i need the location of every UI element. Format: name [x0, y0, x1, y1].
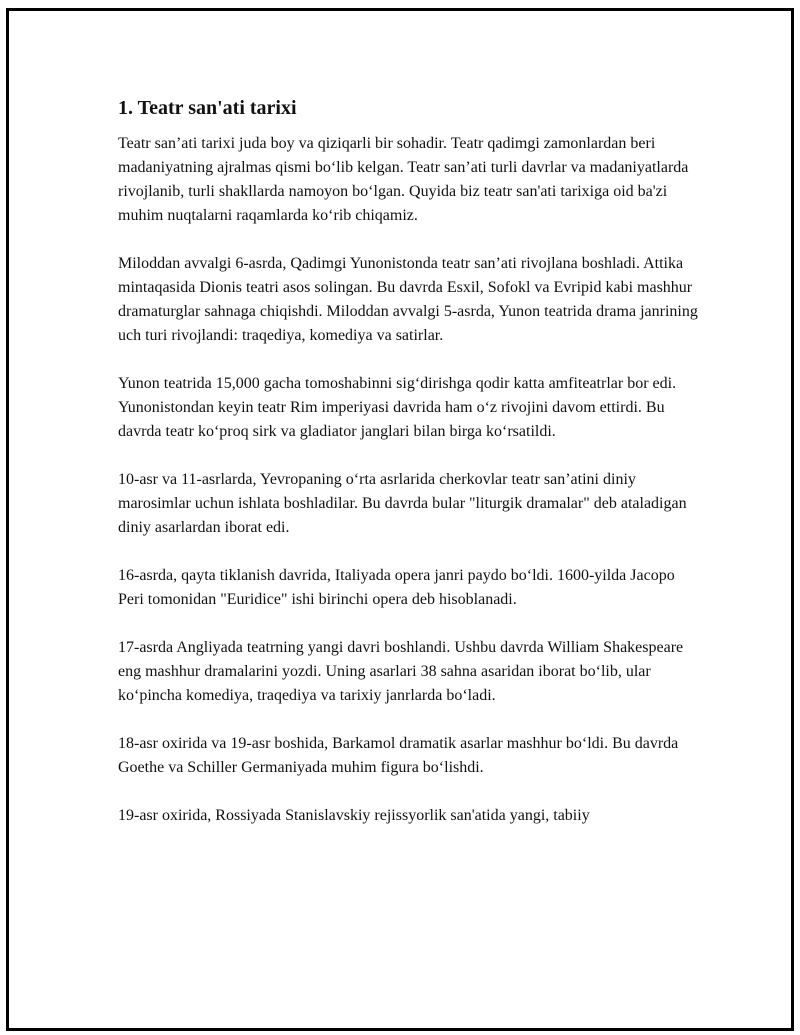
paragraph-shakespeare: 17-asrda Angliyada teatrning yangi davri boshlandi. Ushbu davrda William Shakespeare eng mashhur dramalarini yozdi. Uning asarlari 38 sahna asaridan iborat bo‘lib, ular ko‘pincha komediya, traqediya va tarixiy janrlarda bo‘ladi.: [118, 639, 684, 704]
paragraph-intro: Teatr san’ati tarixi juda boy va qiziqarli bir sohadir. Teatr qadimgi zamonlardan beri madaniyatning ajralmas qismi bo‘lib kelgan. Teatr san’ati turli davrlar va madaniyatlarda rivojlanib, turli shakllarda namoyon bo‘lgan. Quyida biz teatr san'ati tarixiga oid ba'zi muhim nuqtalarni raqamlarda ko‘rib chiqamiz.: [118, 135, 689, 224]
paragraph-stanislavsky: 19-asr oxirida, Rossiyada Stanislavskiy rejissyorlik san'atida yangi, tabiiy: [118, 807, 590, 824]
paragraph-renaissance-opera: 16-asrda, qayta tiklanish davrida, Italiyada opera janri paydo bo‘ldi. 1600-yilda Jacopo Peri tomonidan "Euridice" ishi birinchi opera deb hisoblanadi.: [118, 567, 675, 608]
paragraph-ancient-greece: Miloddan avvalgi 6-asrda, Qadimgi Yunonistonda teatr san’ati rivojlana boshladi. Attika mintaqasida Dionis teatri asos solingan. Bu davrda Esxil, Sofokl va Evripid kabi mashhur dramaturglar sahnaga chiqishdi. Miloddan avvalgi 5-asrda, Yunon teatrida drama janrining uch turi rivojlandi: traqediya, komediya va satirlar.: [118, 255, 698, 344]
document-body: [118, 96, 698, 852]
paragraph-medieval-church: 10-asr va 11-asrlarda, Yevropaning o‘rta asrlarida cherkovlar teatr san’atini diniy marosimlar uchun ishlata boshladilar. Bu davrda bular "liturgik dramalar" deb ataladigan diniy asarlardan iborat edi.: [118, 471, 687, 536]
paragraph-goethe-schiller: 18-asr oxirida va 19-asr boshida, Barkamol dramatik asarlar mashhur bo‘ldi. Bu davrda Goethe va Schiller Germaniyada muhim figura bo‘lishdi.: [118, 735, 679, 776]
section-heading: 1. Teatr san'ati tarixi: [118, 97, 297, 119]
paragraph-greek-amphitheatres: Yunon teatrida 15,000 gacha tomoshabinni sig‘dirishga qodir katta amfiteatrlar bor edi. Yunonistondan keyin teatr Rim imperiyasi davrida ham o‘z rivojini davom ettirdi. Bu davrda teatr ko‘proq sirk va gladiator janglari bilan birga ko‘rsatildi.: [118, 375, 677, 440]
